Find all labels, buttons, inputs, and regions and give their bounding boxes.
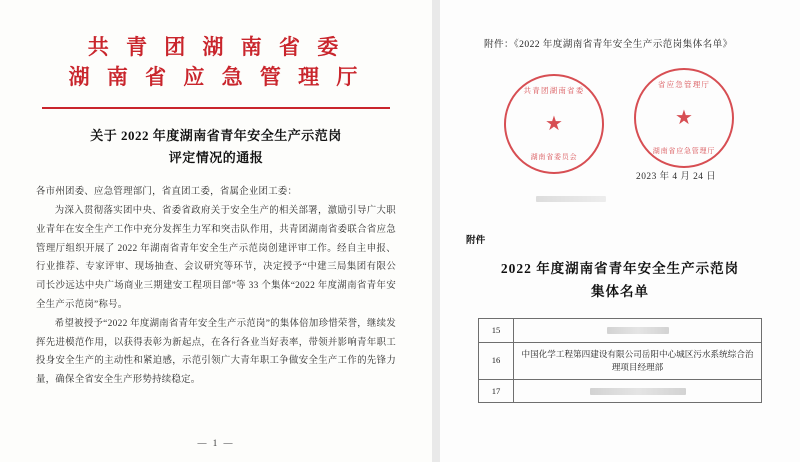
- redacted-cell: [607, 327, 669, 334]
- document-body: [36, 183, 396, 390]
- row-name: [514, 379, 762, 403]
- star-icon: ★: [545, 113, 563, 135]
- roster-title-line-1: 2022 年度湖南省青年安全生产示范岗: [500, 261, 740, 276]
- roster-title-line-2: 集体名单: [591, 283, 649, 299]
- page-number: — 1 —: [197, 438, 235, 448]
- roster-title: [466, 258, 774, 304]
- row-number: 15: [479, 318, 514, 342]
- seal-left-bottom-text: 湖南省委员会: [530, 153, 578, 161]
- document-title: [36, 125, 396, 169]
- body-paragraph-2: 希望被授予“2022 年度湖南省青年安全生产示范岗”的集体倍加珍惜荣誉，继续发挥先进模范作用，以获得表彰为新起点，在各行各业当好表率，带领并影响青年职工投身安全生产的主动性和紧迫感，示范引领广大青年职工争做安全生产工作的先锋力量，确保全省安全生产形势持续稳定。: [36, 318, 396, 386]
- masthead-line-1: 共 青 团 湖 南 省 委: [87, 35, 345, 59]
- row-name: 中国化学工程第四建设有限公司岳阳中心城区污水系统综合治理项目经理部: [514, 342, 762, 379]
- row-name: [514, 318, 762, 342]
- official-seal-communist-youth-league: [504, 74, 604, 174]
- row-number: 17: [479, 379, 514, 403]
- seal-date: 2023 年 4 月 24 日: [636, 172, 717, 182]
- seal-area: [466, 68, 774, 218]
- document-title-line-2: 评定情况的通报: [168, 149, 264, 165]
- masthead-line-2: 湖 南 省 应 急 管 理 厅: [68, 65, 364, 90]
- seal-right-top-text: 省应急管理厅: [657, 80, 711, 89]
- roster-table: [478, 318, 762, 404]
- table-row: [479, 318, 762, 342]
- page-fade-overlay: [440, 434, 800, 462]
- star-icon: ★: [675, 107, 693, 129]
- redacted-cell: [590, 388, 686, 395]
- seal-left-top-text: 共青团湖南省委: [523, 86, 585, 95]
- table-row: [479, 379, 762, 403]
- attachment-note: 附件：《2022 年度湖南省青年安全生产示范岗集体名单》: [484, 39, 733, 50]
- masthead-red-rule: [42, 107, 390, 109]
- redacted-text-block: [536, 196, 606, 202]
- row-number: 16: [479, 342, 514, 379]
- right-document-page: [440, 0, 800, 462]
- attachment-label: 附件: [466, 235, 486, 246]
- document-title-line-1: 关于 2022 年度湖南省青年安全生产示范岗: [90, 127, 342, 143]
- body-paragraph-1: 为深入贯彻落实团中央、省委省政府关于安全生产的相关部署，激励引导广大职业青年在安全生产工作中充分发挥生力军和突击队作用，共青团湖南省委联合省应急管理厅组织开展了 2022 年湖南省青年安全生产示范岗创建评审工作。经自主申报、行业推荐、专家评审、现场抽查、会议研究等环节，决定授予“中建三局集团有限公司长沙远达中央广场商业三期建安工程项目部”等 33 个集体“2022 年度湖南省青年安全生产示范岗”称号。: [36, 205, 396, 310]
- seal-right-bottom-text: 湖南省应急管理厅: [652, 147, 716, 155]
- table-row: [479, 342, 762, 379]
- masthead: [36, 32, 396, 93]
- salutation: 各市州团委、应急管理部门，省直团工委，省属企业团工委：: [36, 187, 298, 198]
- official-seal-emergency-management: [634, 68, 734, 168]
